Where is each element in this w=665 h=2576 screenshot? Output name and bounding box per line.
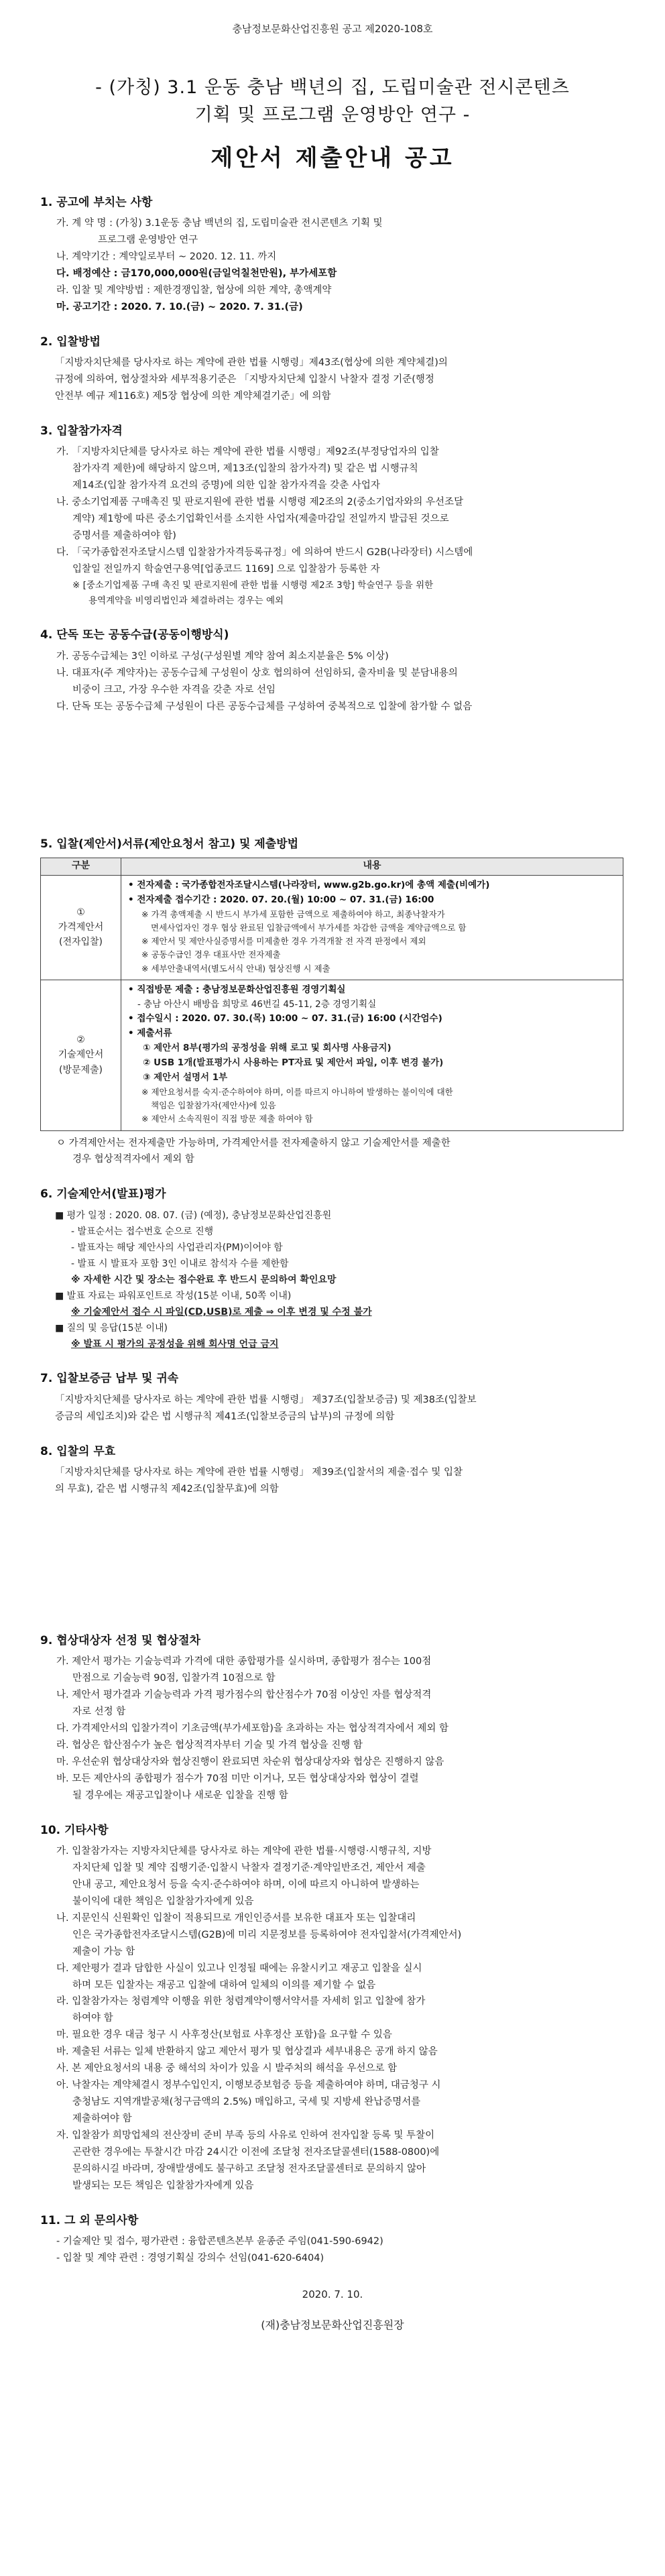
section-4: [40, 626, 625, 715]
table-row: [41, 875, 623, 980]
s2-line: 「지방자치단체를 당사자로 하는 계약에 관한 법률 시행령」제43조(협상에 의한 계약체결)의: [55, 357, 448, 369]
category-sublabel: (방문제출): [58, 1064, 103, 1075]
s9-line: 다. 가격제안서의 입찰가격이 기초금액(부가세포함)을 초과하는 자는 협상적격자에서 제외 함: [56, 1722, 449, 1734]
section-7: [40, 1370, 625, 1425]
s10-line: 가. 입찰참가자는 지방자치단체를 당사자로 하는 계약에 관한 법률·시행령·시행규칙, 지방: [56, 1846, 432, 1857]
section-2-title: 2. 입찰방법: [40, 335, 101, 349]
content-note: 책임은 입찰참가자(제안사)에 있음: [151, 1100, 276, 1111]
content-note: ※ 공동수급인 경우 대표사만 전자제출: [141, 949, 281, 960]
s1-item-notice-period: 마. 공고기간 : 2020. 7. 10.(금) ~ 2020. 7. 31.(금): [56, 301, 303, 312]
section-8: [40, 1443, 625, 1498]
section-8-title: 8. 입찰의 무효: [40, 1444, 116, 1458]
s4-line: 나. 대표자(주 계약자)는 공동수급체 구성원이 상호 협의하여 선임하되, 출자비율 및 분담내용의: [56, 667, 458, 679]
s4-line: 비중이 크고, 가장 우수한 자격을 갖춘 자로 선임: [72, 684, 276, 695]
s3-line: 가. 「지방자치단체를 당사자로 하는 계약에 관한 법률 시행령」제92조(부정당업자의 입찰: [56, 447, 439, 458]
section-11: [40, 2212, 625, 2267]
row-category-price: [41, 875, 121, 980]
s10-line: 불이익에 대한 책임은 입찰참가자에게 있음: [72, 1895, 254, 1907]
s2-line: 안전부 예규 제116호) 제5장 협상에 의한 계약체결기준」에 의함: [55, 391, 331, 402]
s3-line: 계약) 제1항에 따른 중소기업확인서를 소지한 사업자(제출마감일 전일까지 발급된 것으로: [72, 514, 449, 525]
s6-ref: ※ 자세한 시간 및 장소는 접수완료 후 반드시 문의하여 확인요망: [71, 1275, 337, 1286]
s4-line: 가. 공동수급체는 3인 이하로 구성(구성원별 계약 참여 최소지분율은 5% 이상): [56, 650, 389, 662]
s10-line: 인은 국가종합전자조달시스템(G2B)에 미리 지문정보를 등록하여야 전자입찰서(가격제안서): [72, 1929, 462, 1940]
s3-line: 입찰일 전일까지 학술연구용역[업종코드 1169] 으로 입찰참가 등록한 자: [72, 563, 380, 575]
s3-line: 다. 「국가종합전자조달시스템 입찰참가자격등록규정」에 의하여 반드시 G2B(나라장터) 시스템에: [56, 547, 473, 559]
content-line: • 제출서류: [128, 1028, 172, 1039]
s1-item-period: 나. 계약기간 : 계약일로부터 ~ 2020. 12. 11. 까지: [56, 251, 277, 263]
section-5: [40, 835, 625, 1168]
s3-line: 나. 중소기업제품 구매촉진 및 판로지원에 관한 법률 시행령 제2조의 2(중소기업자와의 우선조달: [56, 497, 464, 508]
submission-table: [40, 858, 623, 1131]
s8-line: 「지방자치단체를 당사자로 하는 계약에 관한 법률 시행령」 제39조(입찰서의 제출·접수 및 입찰: [55, 1467, 463, 1478]
category-number: ①: [76, 906, 85, 918]
s10-line: 곤란한 경우에는 투찰시간 마감 24시간 이전에 조달청 전자조달콜센터(1588-0800)에: [72, 2146, 440, 2158]
s9-line: 될 경우에는 재공고입찰이나 새로운 입찰을 진행 함: [72, 1790, 288, 1801]
s11-contact-line: - 기술제안 및 접수, 평가관련 : 융합콘텐츠본부 윤종준 주임(041-590-6942): [56, 2236, 383, 2247]
content-note: ※ 제안서 소속직원이 직접 방문 제출 하여야 함: [141, 1114, 313, 1124]
s6-ref: ※ 발표 시 평가의 공정성을 위해 회사명 언급 금지: [71, 1339, 279, 1350]
section-9-title: 9. 협상대상자 선정 및 협상절차: [40, 1633, 201, 1647]
s9-line: 만점으로 기술능력 90점, 입찰가격 10점으로 함: [72, 1673, 276, 1684]
s9-line: 가. 제안서 평가는 기술능력과 가격에 대한 종합평가를 실시하며, 종합평가 점수는 100점: [56, 1656, 432, 1667]
s6-item: ■ 질의 및 응답(15분 이내): [55, 1323, 168, 1334]
s6-item: ■ 발표 자료는 파워포인트로 작성(15분 이내, 50쪽 이내): [55, 1291, 292, 1302]
s10-line: 자치단체 입찰 및 계약 집행기준·입찰시 낙찰자 결정기준·계약일반조건, 제안서 제출: [72, 1862, 426, 1873]
section-4-title: 4. 단독 또는 공동수급(공동이행방식): [40, 628, 229, 642]
table-row: [41, 980, 623, 1130]
row-content-tech: [121, 980, 623, 1130]
s1-item-method: 라. 입찰 및 계약방법 : 제한경쟁입찰, 협상에 의한 계약, 총액계약: [56, 285, 332, 296]
table-head-content: 내용: [121, 858, 623, 875]
content-note: 면세사업자인 경우 협상 완료된 입찰금액에서 부가세를 차감한 금액을 계약금액으로 함: [151, 922, 467, 933]
notice-date: 2020. 7. 10.: [302, 2288, 363, 2300]
category-sublabel: (전자입찰): [58, 937, 103, 948]
category-label: 기술제안서: [58, 1049, 104, 1061]
s11-contact-line: - 입찰 및 계약 관련 : 경영기획실 강의수 선임(041-620-6404): [56, 2252, 324, 2264]
content-note: ※ 제안서 및 제안사실증명서를 미제출한 경우 가격개찰 전 자격 판정에서 제외: [141, 936, 426, 946]
s1-item-contract-name-cont: 프로그램 운영방안 연구: [98, 235, 198, 246]
section-9: [40, 1632, 625, 1804]
s10-line: 안내 공고, 제안요청서 등을 숙지·준수하여야 하며, 이에 따르지 아니하여 발생하는: [72, 1879, 420, 1890]
content-note: ※ 가격 총액제출 시 반드시 부가세 포함한 금액으로 제출하여야 하고, 최종낙찰자가: [141, 909, 445, 919]
content-line: • 접수일시 : 2020. 07. 30.(목) 10:00 ~ 07. 31.(금) 16:00 (시간엄수): [128, 1013, 442, 1024]
content-line: • 직접방문 제출 : 충남정보문화산업진흥원 경영기획실: [128, 984, 346, 995]
s10-line: 제출하여야 함: [72, 2113, 132, 2124]
s5-after-line: 경우 협상적격자에서 제외 함: [72, 1154, 194, 1165]
content-line: - 충남 아산시 배방읍 희망로 46번길 45-11, 2층 경영기획실: [137, 998, 377, 1010]
section-3-title: 3. 입찰참가자격: [40, 424, 123, 438]
s10-line: 자. 입찰참가 희망업체의 전산장비 준비 부족 등의 사유로 인하여 전자입찰 등록 및 투찰이: [56, 2129, 435, 2141]
section-10-title: 10. 기타사항: [40, 1823, 109, 1837]
section-5-title: 5. 입찰(제안서)서류(제안요청서 참고) 및 제출방법: [40, 837, 299, 852]
s10-line: 제출이 가능 함: [72, 1946, 135, 1957]
s7-line: 「지방자치단체를 당사자로 하는 계약에 관한 법률 시행령」 제37조(입찰보증금) 및 제38조(입찰보: [55, 1394, 477, 1405]
section-10: [40, 1822, 625, 2194]
s2-line: 규정에 의하여, 협상절차와 세부적용기준은 「지방자치단체 입찰시 낙찰자 결정 기준(행정: [55, 374, 434, 386]
s6-sub-item: - 발표 시 발표자 포함 3인 이내로 참석자 수를 제한함: [71, 1258, 289, 1269]
s9-line: 마. 우선순위 협상대상자와 협상진행이 완료되면 차순위 협상대상자와 협상은 진행하지 않음: [56, 1756, 444, 1767]
s7-line: 증금의 세입조치)와 같은 법 시행규칙 제41조(입찰보증금의 납부)의 규정에 의함: [55, 1411, 395, 1422]
s3-line: 증명서를 제출하여야 함): [72, 530, 176, 542]
s10-line: 사. 본 제안요청서의 내용 중 해석의 차이가 있을 시 발주처의 해석을 우선으로 함: [56, 2063, 398, 2074]
issuer-signature: (재)충남정보문화산업진흥원장: [261, 2319, 404, 2332]
content-note: ※ 세부안출내역서(별도서식 안내) 협상진행 시 제출: [141, 963, 330, 974]
content-line: • 전자제출 : 국가종합전자조달시스템(나라장터, www.g2b.go.kr)에 총액 제출(비예가): [128, 879, 490, 890]
section-3: [40, 422, 625, 609]
section-6-title: 6. 기술제안서(발표)평가: [40, 1187, 166, 1202]
notice-number: 충남정보문화산업진흥원 공고 제2020-108호: [232, 23, 433, 35]
s3-note: 용역계약을 비영리법인과 체결하려는 경우는 예외: [88, 595, 284, 607]
s9-line: 나. 제안서 평가결과 기술능력과 가격 평가점수의 합산점수가 70점 이상인 자를 협상적격: [56, 1690, 432, 1701]
section-1-title: 1. 공고에 부치는 사항: [40, 195, 153, 209]
s4-line: 다. 단독 또는 공동수급체 구성원이 다른 공동수급체를 구성하여 중복적으로 입찰에 참가할 수 없음: [56, 701, 473, 712]
row-category-tech: [41, 980, 121, 1130]
section-2: [40, 333, 625, 405]
s1-item-budget: 다. 배정예산 : 금170,000,000원(금일억칠천만원), 부가세포함: [56, 268, 337, 280]
notice-title: 제안서 제출안내 공고: [210, 145, 455, 172]
title-line-2: 기획 및 프로그램 운영방안 연구 -: [194, 104, 471, 125]
content-line: ③ 제안서 설명서 1부: [143, 1071, 228, 1083]
s6-ref: ※ 기술제안서 접수 시 파일(CD,USB)로 제출 ⇒ 이후 변경 및 수정 불가: [71, 1307, 372, 1318]
category-number: ②: [76, 1035, 85, 1046]
s10-line: 하며 모든 입찰자는 재공고 입찰에 대하여 일체의 이의를 제기할 수 없음: [72, 1979, 376, 1991]
content-note: ※ 제안요청서를 숙지·준수하여야 하며, 이를 따르지 아니하여 발생하는 불이익에 대한: [141, 1086, 453, 1097]
s10-line: 하여야 함: [72, 2013, 113, 2024]
content-line: • 전자제출 접수기간 : 2020. 07. 20.(월) 10:00 ~ 07. 31.(금) 16:00: [128, 894, 434, 905]
s3-line: 참가자격 제한)에 해당하지 않으며, 제13조(입찰의 참가자격) 및 같은 법 시행규칙: [72, 463, 418, 475]
row-content-price: [121, 875, 623, 980]
category-label: 가격제안서: [58, 922, 104, 933]
content-line: ① 제안서 8부(평가의 공정성을 위해 로고 및 회사명 사용금지): [143, 1043, 391, 1054]
section-7-title: 7. 입찰보증금 납부 및 귀속: [40, 1372, 179, 1386]
s5-after-line: ㅇ 가격제안서는 전자제출만 가능하며, 가격제안서를 전자제출하지 않고 기술제안서를 제출한: [56, 1137, 450, 1149]
section-6: [40, 1185, 625, 1352]
s10-line: 충청남도 지역개발공채(청구금액의 2.5%) 매입하고, 국세 및 지방세 완납증명서를: [72, 2097, 421, 2108]
s9-line: 자로 선정 함: [72, 1706, 126, 1718]
s1-item-contract-name: 가. 계 약 명 : (가칭) 3.1운동 충남 백년의 집, 도립미술관 전시콘텐츠 기획 및: [56, 218, 383, 229]
s9-line: 바. 모든 제안사의 종합평가 점수가 70점 미만 이거나, 모든 협상대상자와 협상이 결렬: [56, 1773, 419, 1784]
s10-line: 바. 제출된 서류는 일체 반환하지 않고 제안서 평가 및 협상결과 세부내용은 공개 하지 않음: [56, 2046, 438, 2058]
s6-sub-item: - 발표자는 해당 제안사의 사업관리자(PM)이어야 함: [71, 1242, 283, 1253]
s6-sub-item: - 발표순서는 접수번호 순으로 진행: [71, 1226, 214, 1237]
s3-note: ※ [중소기업제품 구매 촉진 및 판로지원에 관한 법률 시행령 제2조 3항] 학술연구 등을 위한: [72, 579, 434, 591]
s10-line: 문의하시길 바라며, 장애발생에도 불구하고 조달청 전자조달콜센터로 문의하지 않아: [72, 2163, 426, 2174]
s10-line: 나. 지문인식 신원확인 입찰이 적용되므로 개인인증서를 보유한 대표자 또는 입찰대리: [56, 1912, 416, 1924]
s10-line: 라. 입찰참가자는 청렴계약 이행을 위한 청렴계약이행서약서를 자세히 읽고 입찰에 참가: [56, 1996, 426, 2007]
table-head-category: 구분: [41, 858, 121, 875]
s10-line: 다. 제안평가 결과 담합한 사실이 있고나 인정될 때에는 유찰시키고 재공고 입찰을 실시: [56, 1963, 422, 1974]
s10-line: 아. 낙찰자는 계약체결시 정부수입인지, 이행보증보험증 등을 제출하여야 하며, 대금청구 시: [56, 2080, 441, 2091]
s3-line: 제14조(입찰 참가자격 요건의 증명)에 의한 입찰 참가자격을 갖춘 사업자: [72, 480, 380, 491]
section-1: [40, 194, 625, 316]
s9-line: 라. 협상은 합산점수가 높은 협상적격자부터 기술 및 가격 협상을 진행 함: [56, 1739, 363, 1751]
section-11-title: 11. 그 외 문의사항: [40, 2213, 139, 2227]
s10-line: 마. 필요한 경우 대금 청구 시 사후정산(보험료 사후정산 포함)을 요구할 수 있음: [56, 2030, 392, 2041]
title-line-1: - (가칭) 3.1 운동 충남 백년의 집, 도립미술관 전시콘텐츠: [95, 77, 570, 99]
s8-line: 의 무효), 같은 법 시행규칙 제42조(입찰무효)에 의함: [55, 1483, 279, 1495]
content-line: ② USB 1개(발표평가시 사용하는 PT자료 및 제안서 파일, 이후 변경 불가): [143, 1057, 444, 1069]
s6-item: ■ 평가 일정 : 2020. 08. 07. (금) (예정), 충남정보문화산업진흥원: [55, 1210, 332, 1221]
s10-line: 발생되는 모든 책임은 입찰참가자에게 있음: [72, 2180, 254, 2191]
